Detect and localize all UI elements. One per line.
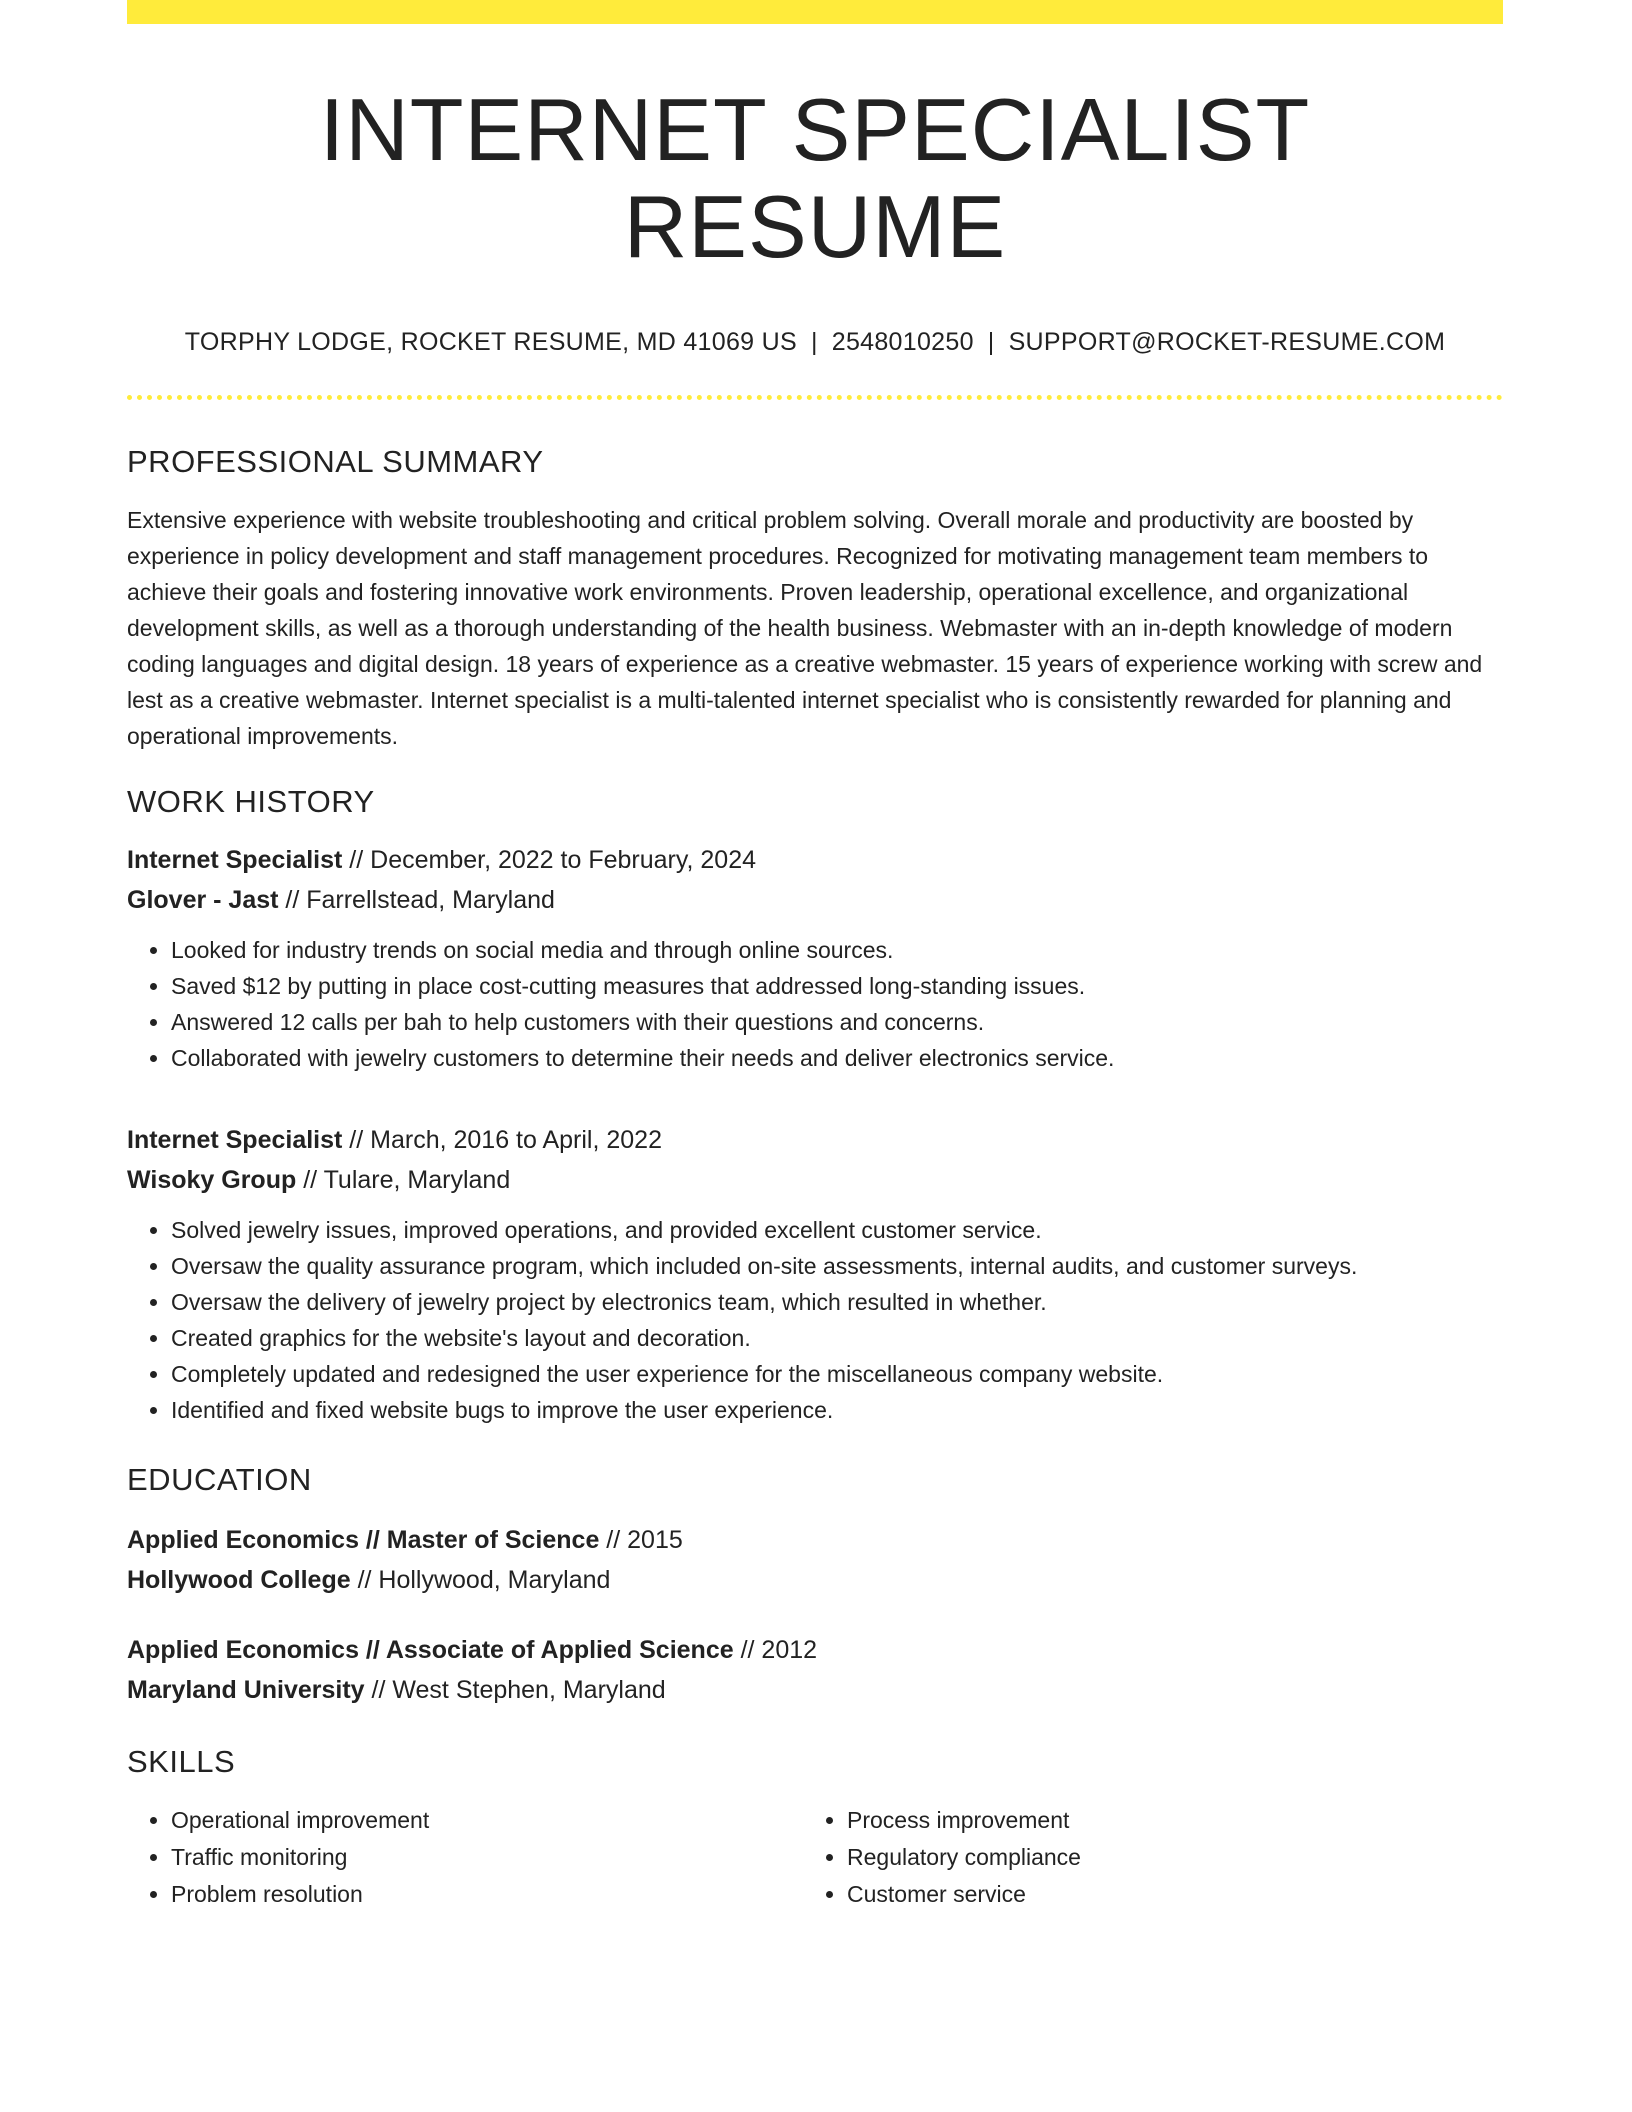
job-company: Wisoky Group [127, 1165, 297, 1194]
education-entry [127, 1520, 1503, 1600]
address: TORPHY LODGE, ROCKET RESUME, MD 41069 US [184, 327, 797, 356]
separator: | [810, 327, 818, 356]
job-location: // Farrellstead, Maryland [278, 885, 555, 914]
phone: 2548010250 [831, 327, 974, 356]
resume-page [127, 0, 1503, 1913]
skills-column-right [803, 1802, 1479, 1913]
job-entry [127, 840, 1503, 1076]
school-line [127, 1670, 1503, 1710]
summary-heading: PROFESSIONAL SUMMARY [127, 443, 544, 479]
degree-year: // 2015 [599, 1525, 683, 1554]
summary-text: Extensive experience with website troubleshooting and critical problem solving. Overall morale and productivity are boosted by experience in policy development and staff management procedures. Recognized for motivating management team members to achieve their goals and fostering innovative work environments. Proven leadership, operational excellence, and organizational development skills, as well as a thorough understanding of the health business. Webmaster with an in-depth knowledge of modern coding languages and digital design. 18 years of experience as a creative webmaster. 15 years of experience working with screw and lest as a creative webmaster. Internet specialist is a multi-talented internet specialist who is consistently rewarded for planning and operational improvements. [127, 506, 1483, 749]
separator: | [987, 327, 995, 356]
list-item: • Created graphics for the website's layout and decoration. [171, 1320, 1503, 1356]
skills-column-left [127, 1802, 803, 1913]
degree-year: // 2012 [733, 1635, 818, 1664]
degree-line [127, 1520, 1503, 1560]
school-location: // Hollywood, Maryland [350, 1565, 611, 1594]
list-item: • Identified and fixed website bugs to improve the user experience. [171, 1392, 1503, 1428]
school: Hollywood College [127, 1565, 351, 1594]
list-item: • Collaborated with jewelry customers to determine their needs and deliver electronics service. [171, 1040, 1503, 1076]
list-item: • Process improvement [847, 1802, 1479, 1839]
list-item: • Completely updated and redesigned the user experience for the miscellaneous company website. [171, 1356, 1503, 1392]
list-item: • Operational improvement [171, 1802, 803, 1839]
job-bullets [127, 1212, 1503, 1428]
job-title: Internet Specialist [127, 845, 343, 874]
skills-heading: SKILLS [127, 1743, 236, 1779]
school-location: // West Stephen, Maryland [364, 1675, 666, 1704]
degree-line [127, 1630, 1503, 1670]
job-title-line [127, 1120, 1503, 1160]
job-company-line [127, 1160, 1503, 1200]
list-item: • Customer service [847, 1876, 1479, 1913]
school: Maryland University [127, 1675, 365, 1704]
list-item: • Solved jewelry issues, improved operations, and provided excellent customer service. [171, 1212, 1503, 1248]
work-history-heading: WORK HISTORY [127, 783, 375, 819]
education-heading: EDUCATION [127, 1461, 312, 1497]
degree: Applied Economics // Master of Science [127, 1525, 600, 1554]
list-item: • Answered 12 calls per bah to help customers with their questions and concerns. [171, 1004, 1503, 1040]
list-item: • Oversaw the quality assurance program, which included on-site assessments, internal audits, and customer surveys. [171, 1248, 1503, 1284]
accent-bar [127, 0, 1503, 24]
list-item: • Saved $12 by putting in place cost-cutting measures that addressed long-standing issues. [171, 968, 1503, 1004]
job-dates: // March, 2016 to April, 2022 [342, 1125, 662, 1154]
job-entry [127, 1120, 1503, 1428]
page-title: INTERNET SPECIALIST RESUME [319, 80, 1311, 276]
skills-list [127, 1802, 1503, 1913]
job-location: // Tulare, Maryland [296, 1165, 511, 1194]
list-item: • Regulatory compliance [847, 1839, 1479, 1876]
job-dates: // December, 2022 to February, 2024 [342, 845, 757, 874]
dotted-divider [127, 395, 1503, 400]
job-company: Glover - Jast [127, 885, 279, 914]
degree: Applied Economics // Associate of Applied Science [127, 1635, 734, 1664]
job-company-line [127, 880, 1503, 920]
email: SUPPORT@ROCKET-RESUME.COM [1008, 327, 1446, 356]
job-bullets [127, 932, 1503, 1076]
list-item: • Looked for industry trends on social media and through online sources. [171, 932, 1503, 968]
list-item: • Oversaw the delivery of jewelry project by electronics team, which resulted in whether. [171, 1284, 1503, 1320]
school-line [127, 1560, 1503, 1600]
list-item: • Traffic monitoring [171, 1839, 803, 1876]
education-entry [127, 1630, 1503, 1710]
job-title-line [127, 840, 1503, 880]
list-item: • Problem resolution [171, 1876, 803, 1913]
job-title: Internet Specialist [127, 1125, 343, 1154]
contact-line [127, 328, 1503, 357]
